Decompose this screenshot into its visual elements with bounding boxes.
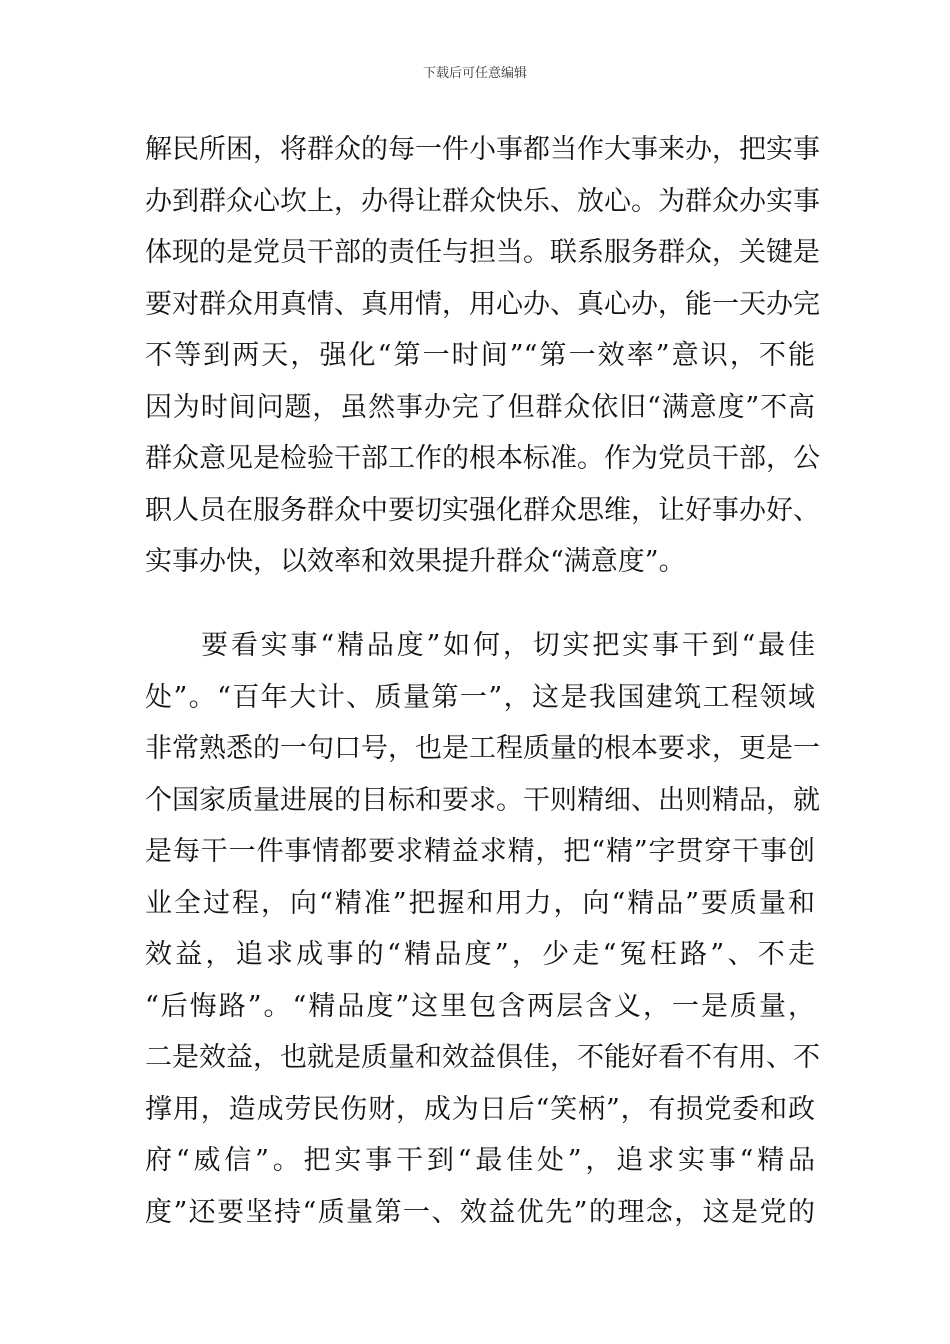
text-line: 度”还要坚持“质量第一、效益优先”的理念，这是党的 — [145, 1196, 815, 1228]
text-line: 办到群众心坎上，办得让群众快乐、放心。为群众办实事 — [145, 185, 820, 217]
text-line: 效益，追求成事的“精品度”，少走“冤枉路”、不走 — [145, 939, 815, 970]
text-line: 解民所困，将群众的每一件小事都当作大事来办，把实事 — [145, 134, 820, 165]
text-line: 职人员在服务群众中要切实强化群众思维，让好事办好、 — [145, 494, 820, 526]
text-line: 要对群众用真情、真用情，用心办、真心办，能一天办完 — [145, 288, 820, 320]
paragraph-2 — [145, 620, 820, 1238]
text-line: 是每干一件事情都要求精益求精，把“精”字贯穿干事创 — [145, 836, 815, 867]
text-line: “后悔路”。“精品度”这里包含两层含义，一是质量， — [145, 990, 815, 1022]
text-line: 因为时间问题，虽然事办完了但群众依旧“满意度”不高 — [145, 391, 815, 423]
text-line: 撑用，造成劳民伤财，成为日后“笑柄”，有损党委和政 — [145, 1093, 815, 1125]
text-line: 群众意见是检验干部工作的根本标准。作为党员干部，公 — [145, 443, 820, 474]
text-line: 个国家质量进展的目标和要求。干则精细、出则精品，就 — [145, 784, 820, 816]
page-header-note: 下载后可任意编辑 — [422, 66, 527, 81]
text-line: 府“威信”。把实事干到“最佳处”，追求实事“精品 — [145, 1145, 815, 1176]
paragraph-1 — [145, 124, 820, 588]
text-line: 实事办快，以效率和效果提升群众“满意度”。 — [145, 546, 686, 577]
text-line: 处”。“百年大计、质量第一”，这是我国建筑工程领域 — [145, 681, 815, 713]
text-line: 要看实事“精品度”如何，切实把实事干到“最佳 — [201, 630, 815, 661]
text-line: 体现的是党员干部的责任与担当。联系服务群众，关键是 — [145, 237, 820, 268]
text-line: 非常熟悉的一句口号，也是工程质量的根本要求，更是一 — [145, 733, 820, 764]
text-line: 不等到两天，强化“第一时间”“第一效率”意识，不能 — [145, 340, 815, 371]
text-line: 二是效益，也就是质量和效益俱佳，不能好看不有用、不 — [145, 1042, 820, 1073]
text-line: 业全过程，向“精准”把握和用力，向“精品”要质量和 — [145, 887, 815, 919]
